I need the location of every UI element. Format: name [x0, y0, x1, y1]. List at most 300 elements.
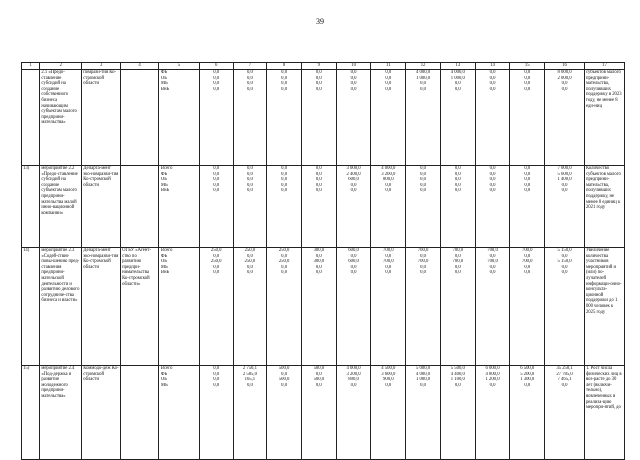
cell-value: 800,0	[348, 377, 359, 383]
cell-value: 0,0	[454, 171, 461, 177]
cell-value: 7 465,1	[557, 377, 572, 383]
cell-value: 1 400,0	[557, 177, 572, 183]
cell-value: 0,0	[524, 171, 531, 177]
year-amount-cell	[233, 70, 267, 166]
cell-value: 0,0	[246, 264, 253, 270]
cell-value: 0,0	[315, 253, 322, 259]
indicator-cell: Количество субъектов малого предприни-мательства, получивших поддержку, не менее 8 единиц к 2021 году	[584, 166, 624, 248]
row-number-cell: 13)	[22, 166, 40, 248]
year-amount-cell	[199, 166, 233, 248]
cell-value: 700,0	[487, 248, 498, 253]
year-amount-cell	[475, 248, 510, 366]
cell-value: 3 200,0	[381, 171, 396, 177]
cell-value: 0,0	[246, 86, 253, 92]
header-cell: 7	[233, 63, 267, 70]
cell-value: 0,0	[385, 188, 392, 194]
year-amount-cell	[301, 166, 336, 248]
year-amount-cell	[267, 248, 302, 366]
cell-value: 5 200,0	[520, 371, 535, 377]
cell-value: 0,0	[246, 70, 253, 75]
cell-value: 0,0	[524, 270, 531, 276]
cell-value: ОБ	[160, 75, 167, 81]
total-amount-cell	[545, 70, 585, 166]
cell-value: 0,0	[385, 70, 392, 75]
cell-value: 0,0	[420, 166, 426, 171]
cell-value: 0,0	[454, 253, 461, 259]
cell-value: 0,0	[281, 253, 288, 259]
cell-value: 0,0	[350, 188, 357, 194]
cell-value: 700,0	[521, 248, 533, 253]
cell-value: 0,0	[489, 166, 496, 171]
cell-value: 700,0	[417, 259, 429, 265]
year-amount-cell	[510, 366, 545, 460]
cell-value: 0,0	[489, 177, 496, 183]
cell-value: 0,0	[454, 188, 461, 194]
year-amount-cell	[510, 70, 545, 166]
cell-value: 0,0	[213, 75, 220, 81]
year-amount-cell	[440, 248, 475, 366]
cell-value: 0,0	[454, 270, 461, 276]
cell-value: 0,0	[489, 75, 496, 81]
cell-value: 4 800,0	[485, 371, 500, 377]
executor-cell: Коммодо-деж Ко-стромской области	[82, 366, 121, 460]
header-cell: 5	[158, 63, 199, 70]
cell-value: 0,0	[315, 382, 322, 388]
participant-cell	[121, 166, 159, 248]
cell-value: 4 500,0	[381, 366, 396, 371]
header-cell: 1	[22, 63, 40, 70]
cell-value: 0,0	[213, 377, 220, 383]
cell-value: ВнБ	[160, 86, 170, 92]
cell-value: 0,0	[489, 171, 496, 177]
cell-value: 0,0	[213, 253, 220, 259]
cell-value: 0,0	[281, 177, 288, 183]
cell-value: 4 000,0	[416, 371, 431, 377]
year-amount-cell	[233, 248, 267, 366]
cell-value: 0,0	[213, 366, 220, 371]
cell-value: 0,0	[489, 188, 496, 194]
cell-value: 0,0	[385, 382, 392, 388]
year-amount-cell	[336, 366, 371, 460]
cell-value: 0,0	[213, 86, 220, 92]
executor-cell: помрази-тия Ко-стромской области	[82, 70, 121, 166]
header-cell: 16	[545, 63, 585, 70]
year-amount-cell	[371, 248, 406, 366]
cell-value: 700,0	[417, 248, 429, 253]
cell-value: 0,0	[489, 264, 496, 270]
cell-value: 0,0	[315, 182, 322, 188]
total-amount-cell	[545, 166, 585, 248]
row-number-cell	[22, 70, 40, 166]
cell-value: 0,0	[350, 182, 357, 188]
cell-value: МБ	[160, 382, 168, 388]
cell-value: 0,0	[281, 70, 288, 75]
cell-value: 250,0	[244, 259, 256, 265]
cell-value: 300,0	[313, 259, 325, 265]
cell-value: 0,0	[315, 264, 322, 270]
cell-value: 0,0	[213, 382, 220, 388]
year-amount-cell	[199, 366, 233, 460]
year-amount-cell	[336, 166, 371, 248]
cell-value: 0,0	[213, 177, 220, 183]
year-amount-cell	[406, 248, 441, 366]
header-cell: 10	[336, 63, 371, 70]
cell-value: 1 000,0	[416, 377, 431, 383]
year-amount-cell	[510, 166, 545, 248]
year-amount-cell	[267, 70, 302, 166]
cell-value: 500,0	[313, 366, 325, 371]
cell-value: 0,0	[246, 166, 253, 171]
cell-value: 4 400,0	[450, 371, 465, 377]
cell-value: ВнБ	[160, 188, 170, 194]
participant-cell: ОГБУ «Агент-ство по развитию предпри-нимательства Ко-стромской области»	[121, 248, 159, 366]
cell-value: 0,0	[420, 264, 426, 270]
cell-value: ФБ	[160, 371, 168, 377]
header-cell: 11	[371, 63, 406, 70]
header-cell: 12	[406, 63, 441, 70]
year-amount-cell	[371, 166, 406, 248]
cell-value: 0,0	[315, 188, 322, 194]
cell-value: 600,0	[348, 248, 359, 253]
year-amount-cell	[475, 70, 510, 166]
cell-value: 0,0	[524, 70, 531, 75]
cell-value: 0,0	[246, 81, 253, 87]
cell-value: 1 300,0	[520, 377, 535, 383]
cell-value: 2 400,0	[346, 171, 361, 177]
cell-value: 0,0	[350, 81, 357, 87]
indicator-cell: субъектов малого предприни-мательства, получивших поддержку в 2023 году, не менее 8 еди-ниц	[584, 70, 624, 166]
year-amount-cell	[406, 70, 441, 166]
cell-value: 700,0	[452, 248, 464, 253]
executor-cell: Департа-мент эко-номразви-тия Ко-стромской области	[82, 166, 121, 248]
year-amount-cell	[440, 70, 475, 166]
header-cell: 14	[475, 63, 510, 70]
cell-value: 0,0	[524, 75, 531, 81]
cell-value: 0,0	[246, 188, 253, 194]
funding-source-cell	[158, 166, 199, 248]
cell-value: 0,0	[454, 382, 461, 388]
row-number-cell: 14)	[22, 248, 40, 366]
cell-value: 0,0	[561, 86, 568, 92]
cell-value: 1 000,0	[416, 75, 431, 81]
cell-value: 0,0	[213, 188, 220, 194]
cell-value: ФБ	[160, 70, 168, 75]
total-amount-cell	[545, 248, 585, 366]
cell-value: ОБ	[160, 377, 167, 383]
cell-value: Всего	[160, 248, 173, 253]
funding-source-cell	[158, 70, 199, 166]
program-measures-table	[21, 62, 625, 460]
cell-value: 0,0	[315, 70, 322, 75]
cell-value: 0,0	[246, 270, 253, 276]
year-amount-cell	[371, 70, 406, 166]
cell-value: 1 000,0	[450, 75, 465, 81]
cell-value: 0,0	[281, 188, 288, 194]
cell-value: 0,0	[454, 182, 461, 188]
header-cell: 8	[267, 63, 302, 70]
indicator-cell: Увеличение количества участников мероприятий и (или) по-лучателей информаци-онно-консульта-ционной поддержки до 1 000 человек к 2025 году	[584, 248, 624, 366]
cell-value: 700,0	[521, 259, 533, 265]
cell-value: 250,0	[210, 259, 222, 265]
year-amount-cell	[301, 70, 336, 166]
executor-cell: Департа-мент эко-номразви-тия Ко-стромской области	[82, 248, 121, 366]
cell-value: 0,0	[385, 75, 392, 81]
cell-value: 0,0	[281, 264, 288, 270]
cell-value: 0,0	[246, 171, 253, 177]
cell-value: 0,0	[281, 182, 288, 188]
header-cell: 17	[584, 63, 624, 70]
cell-value: 700,0	[383, 248, 394, 253]
header-cell: 3	[82, 63, 121, 70]
cell-value: ВнБ	[160, 270, 170, 276]
cell-value: 0,0	[489, 86, 496, 92]
cell-value: 0,0	[420, 177, 426, 183]
year-amount-cell	[371, 366, 406, 460]
cell-value: 0,0	[420, 253, 426, 259]
cell-value: 0,0	[213, 166, 220, 171]
cell-value: 0,0	[561, 253, 568, 259]
cell-value: 250,0	[278, 248, 290, 253]
cell-value: 250,0	[278, 259, 290, 265]
cell-value: 0,0	[350, 382, 357, 388]
indicator-cell: 1. Рост числа физических лиц в воз-расте до 30 лет (включи-тельно), вовлеченных в реализа-цию меропри-ятий, до	[584, 366, 624, 460]
cell-value: 0,0	[315, 75, 322, 81]
cell-value: 0,0	[281, 171, 288, 177]
cell-value: 0,0	[246, 75, 253, 81]
participant-cell	[121, 70, 159, 166]
cell-value: 0,0	[246, 177, 253, 183]
cell-value: 0,0	[315, 371, 322, 377]
cell-value: 0,0	[315, 81, 322, 87]
cell-value: 700,0	[383, 259, 394, 265]
cell-value: 0,0	[281, 75, 288, 81]
measure-name-cell: мероприятие 2.4 «Под-держка и развитие молодежного предприни-мательства»	[40, 366, 82, 460]
page-number: 39	[316, 17, 324, 26]
cell-value: 0,0	[420, 171, 426, 177]
header-cell: 9	[301, 63, 336, 70]
cell-value: 4 000,0	[416, 70, 431, 75]
cell-value: 5 150,0	[557, 259, 572, 265]
header-cell: 6	[199, 63, 233, 70]
year-amount-cell	[199, 70, 233, 166]
header-cell: 15	[510, 63, 545, 70]
cell-value: 0,0	[350, 86, 357, 92]
cell-value: 0,0	[524, 182, 531, 188]
cell-value: 0,0	[561, 270, 568, 276]
cell-value: 0,0	[281, 166, 288, 171]
cell-value: 0,0	[454, 264, 461, 270]
header-cell: 2	[40, 63, 82, 70]
year-amount-cell	[267, 366, 302, 460]
cell-value: 165,1	[244, 377, 256, 383]
year-amount-cell	[406, 166, 441, 248]
cell-value: Всего	[160, 366, 173, 371]
year-amount-cell	[233, 366, 267, 460]
cell-value: 0,0	[489, 70, 496, 75]
cell-value: 0,0	[489, 382, 496, 388]
year-amount-cell	[336, 248, 371, 366]
header-row	[22, 63, 625, 70]
cell-value: 0,0	[315, 171, 322, 177]
cell-value: 0,0	[281, 382, 288, 388]
cell-value: 0,0	[213, 264, 220, 270]
cell-value: 0,0	[246, 182, 253, 188]
year-amount-cell	[267, 166, 302, 248]
cell-value: 0,0	[350, 70, 357, 75]
row-number-cell: 15)	[22, 366, 40, 460]
cell-value: 0,0	[315, 270, 322, 276]
cell-value: 0,0	[246, 253, 253, 259]
header-cell: 4	[121, 63, 159, 70]
cell-value: 0,0	[315, 166, 322, 171]
cell-value: 0,0	[420, 382, 426, 388]
measure-name-cell: мероприятие 2.2 «Предо-ставление субсидий на создание субъектам малого предприни-мательства малой инно-вационной компании»	[40, 166, 82, 248]
year-amount-cell	[301, 248, 336, 366]
cell-value: 0,0	[385, 81, 392, 87]
cell-value: 0,0	[420, 81, 426, 87]
cell-value: 0,0	[350, 264, 357, 270]
header-cell: 13	[440, 63, 475, 70]
cell-value: 6 000,0	[485, 366, 500, 371]
funding-source-cell	[158, 248, 199, 366]
cell-value: 0,0	[524, 166, 531, 171]
cell-value: ОБ	[160, 177, 167, 183]
cell-value: 500,0	[278, 377, 290, 383]
table-row	[22, 248, 625, 366]
cell-value: 0,0	[454, 81, 461, 87]
cell-value: 0,0	[454, 177, 461, 183]
cell-value: 2 585,0	[242, 371, 257, 377]
cell-value: 0,0	[524, 253, 531, 259]
cell-value: 0,0	[213, 182, 220, 188]
year-amount-cell	[336, 70, 371, 166]
measure-name-cell: 2.1 «Предо-ставление субсидий на создание собственного бизнеса начинающим субъектам малого предприни-мательства»	[40, 70, 82, 166]
cell-value: 0,0	[454, 86, 461, 92]
cell-value: 0,0	[385, 253, 392, 259]
year-amount-cell	[406, 366, 441, 460]
cell-value: 8 000,0	[557, 70, 572, 75]
year-amount-cell	[475, 366, 510, 460]
cell-value: 0,0	[524, 177, 531, 183]
cell-value: 0,0	[281, 86, 288, 92]
cell-value: 0,0	[213, 371, 220, 377]
cell-value: 300,0	[313, 248, 325, 253]
cell-value: 0,0	[350, 75, 357, 81]
cell-value: 0,0	[524, 81, 531, 87]
table-row	[22, 166, 625, 248]
measure-name-cell: мероприятие 2.3 «Содей-ствие повы-шению пред-ставления предприни-мательской деятельности и развитию делового сотрудниче-ства бизнеса и власти»	[40, 248, 82, 366]
cell-value: 0,0	[561, 188, 568, 194]
cell-value: 0,0	[561, 264, 568, 270]
cell-value: 5 600,0	[557, 171, 572, 177]
cell-value: ФБ	[160, 171, 168, 177]
cell-value: 700,0	[487, 259, 498, 265]
cell-value: 2 750,1	[242, 366, 257, 371]
cell-value: 0,0	[385, 86, 392, 92]
cell-value: 35 250,1	[556, 366, 573, 371]
cell-value: 900,0	[383, 377, 394, 383]
cell-value: 0,0	[385, 270, 392, 276]
cell-value: ФБ	[160, 253, 168, 259]
participant-cell	[121, 366, 159, 460]
cell-value: 6 500,0	[520, 366, 535, 371]
year-amount-cell	[199, 248, 233, 366]
cell-value: 27 785,0	[556, 371, 573, 377]
cell-value: 0,0	[489, 270, 496, 276]
cell-value: 0,0	[385, 264, 392, 270]
cell-value: 0,0	[350, 270, 357, 276]
cell-value: 500,0	[313, 377, 325, 383]
cell-value: Всего	[160, 166, 173, 171]
funding-source-cell	[158, 366, 199, 460]
cell-value: 0,0	[524, 264, 531, 270]
cell-value: 0,0	[315, 86, 322, 92]
cell-value: МБ	[160, 182, 168, 188]
cell-value: 0,0	[420, 86, 426, 92]
cell-value: 0,0	[561, 182, 568, 188]
cell-value: 250,0	[210, 248, 222, 253]
year-amount-cell	[301, 366, 336, 460]
cell-value: 600,0	[348, 259, 359, 265]
year-amount-cell	[475, 166, 510, 248]
year-amount-cell	[440, 166, 475, 248]
cell-value: 3 600,0	[381, 371, 396, 377]
cell-value: МБ	[160, 81, 168, 87]
cell-value: ОБ	[160, 259, 167, 265]
cell-value: 800,0	[383, 177, 394, 183]
cell-value: 5 150,0	[557, 248, 572, 253]
year-amount-cell	[233, 166, 267, 248]
year-amount-cell	[440, 366, 475, 460]
cell-value: 4 000,0	[450, 70, 465, 75]
cell-value: 0,0	[420, 270, 426, 276]
table-row	[22, 70, 625, 166]
cell-value: 0,0	[246, 382, 253, 388]
year-amount-cell	[510, 248, 545, 366]
cell-value: 4 000,0	[381, 166, 396, 171]
table-row	[22, 366, 625, 460]
cell-value: 0,0	[213, 270, 220, 276]
cell-value: 0,0	[489, 253, 496, 259]
cell-value: 2 000,0	[557, 75, 572, 81]
cell-value: 500,0	[278, 366, 290, 371]
cell-value: 7 000,0	[557, 166, 572, 171]
cell-value: МБ	[160, 264, 168, 270]
cell-value: 0,0	[420, 188, 426, 194]
cell-value: 0,0	[561, 81, 568, 87]
cell-value: 0,0	[524, 188, 531, 194]
cell-value: 0,0	[281, 81, 288, 87]
cell-value: 0,0	[454, 166, 461, 171]
cell-value: 0,0	[524, 86, 531, 92]
cell-value: 5 500,0	[450, 366, 465, 371]
cell-value: 0,0	[524, 382, 531, 388]
cell-value: 700,0	[452, 259, 464, 265]
cell-value: 0,0	[281, 270, 288, 276]
cell-value: 3 200,0	[346, 371, 361, 377]
cell-value: 0,0	[213, 171, 220, 177]
cell-value: 0,0	[315, 177, 322, 183]
cell-value: 0,0	[281, 371, 288, 377]
cell-value: 0,0	[350, 253, 357, 259]
total-amount-cell	[545, 366, 585, 460]
cell-value: 0,0	[489, 81, 496, 87]
cell-value: 0,0	[420, 182, 426, 188]
cell-value: 600,0	[348, 177, 359, 183]
cell-value: 3 000,0	[346, 166, 361, 171]
cell-value: 0,0	[489, 182, 496, 188]
cell-value: 5 000,0	[416, 366, 431, 371]
